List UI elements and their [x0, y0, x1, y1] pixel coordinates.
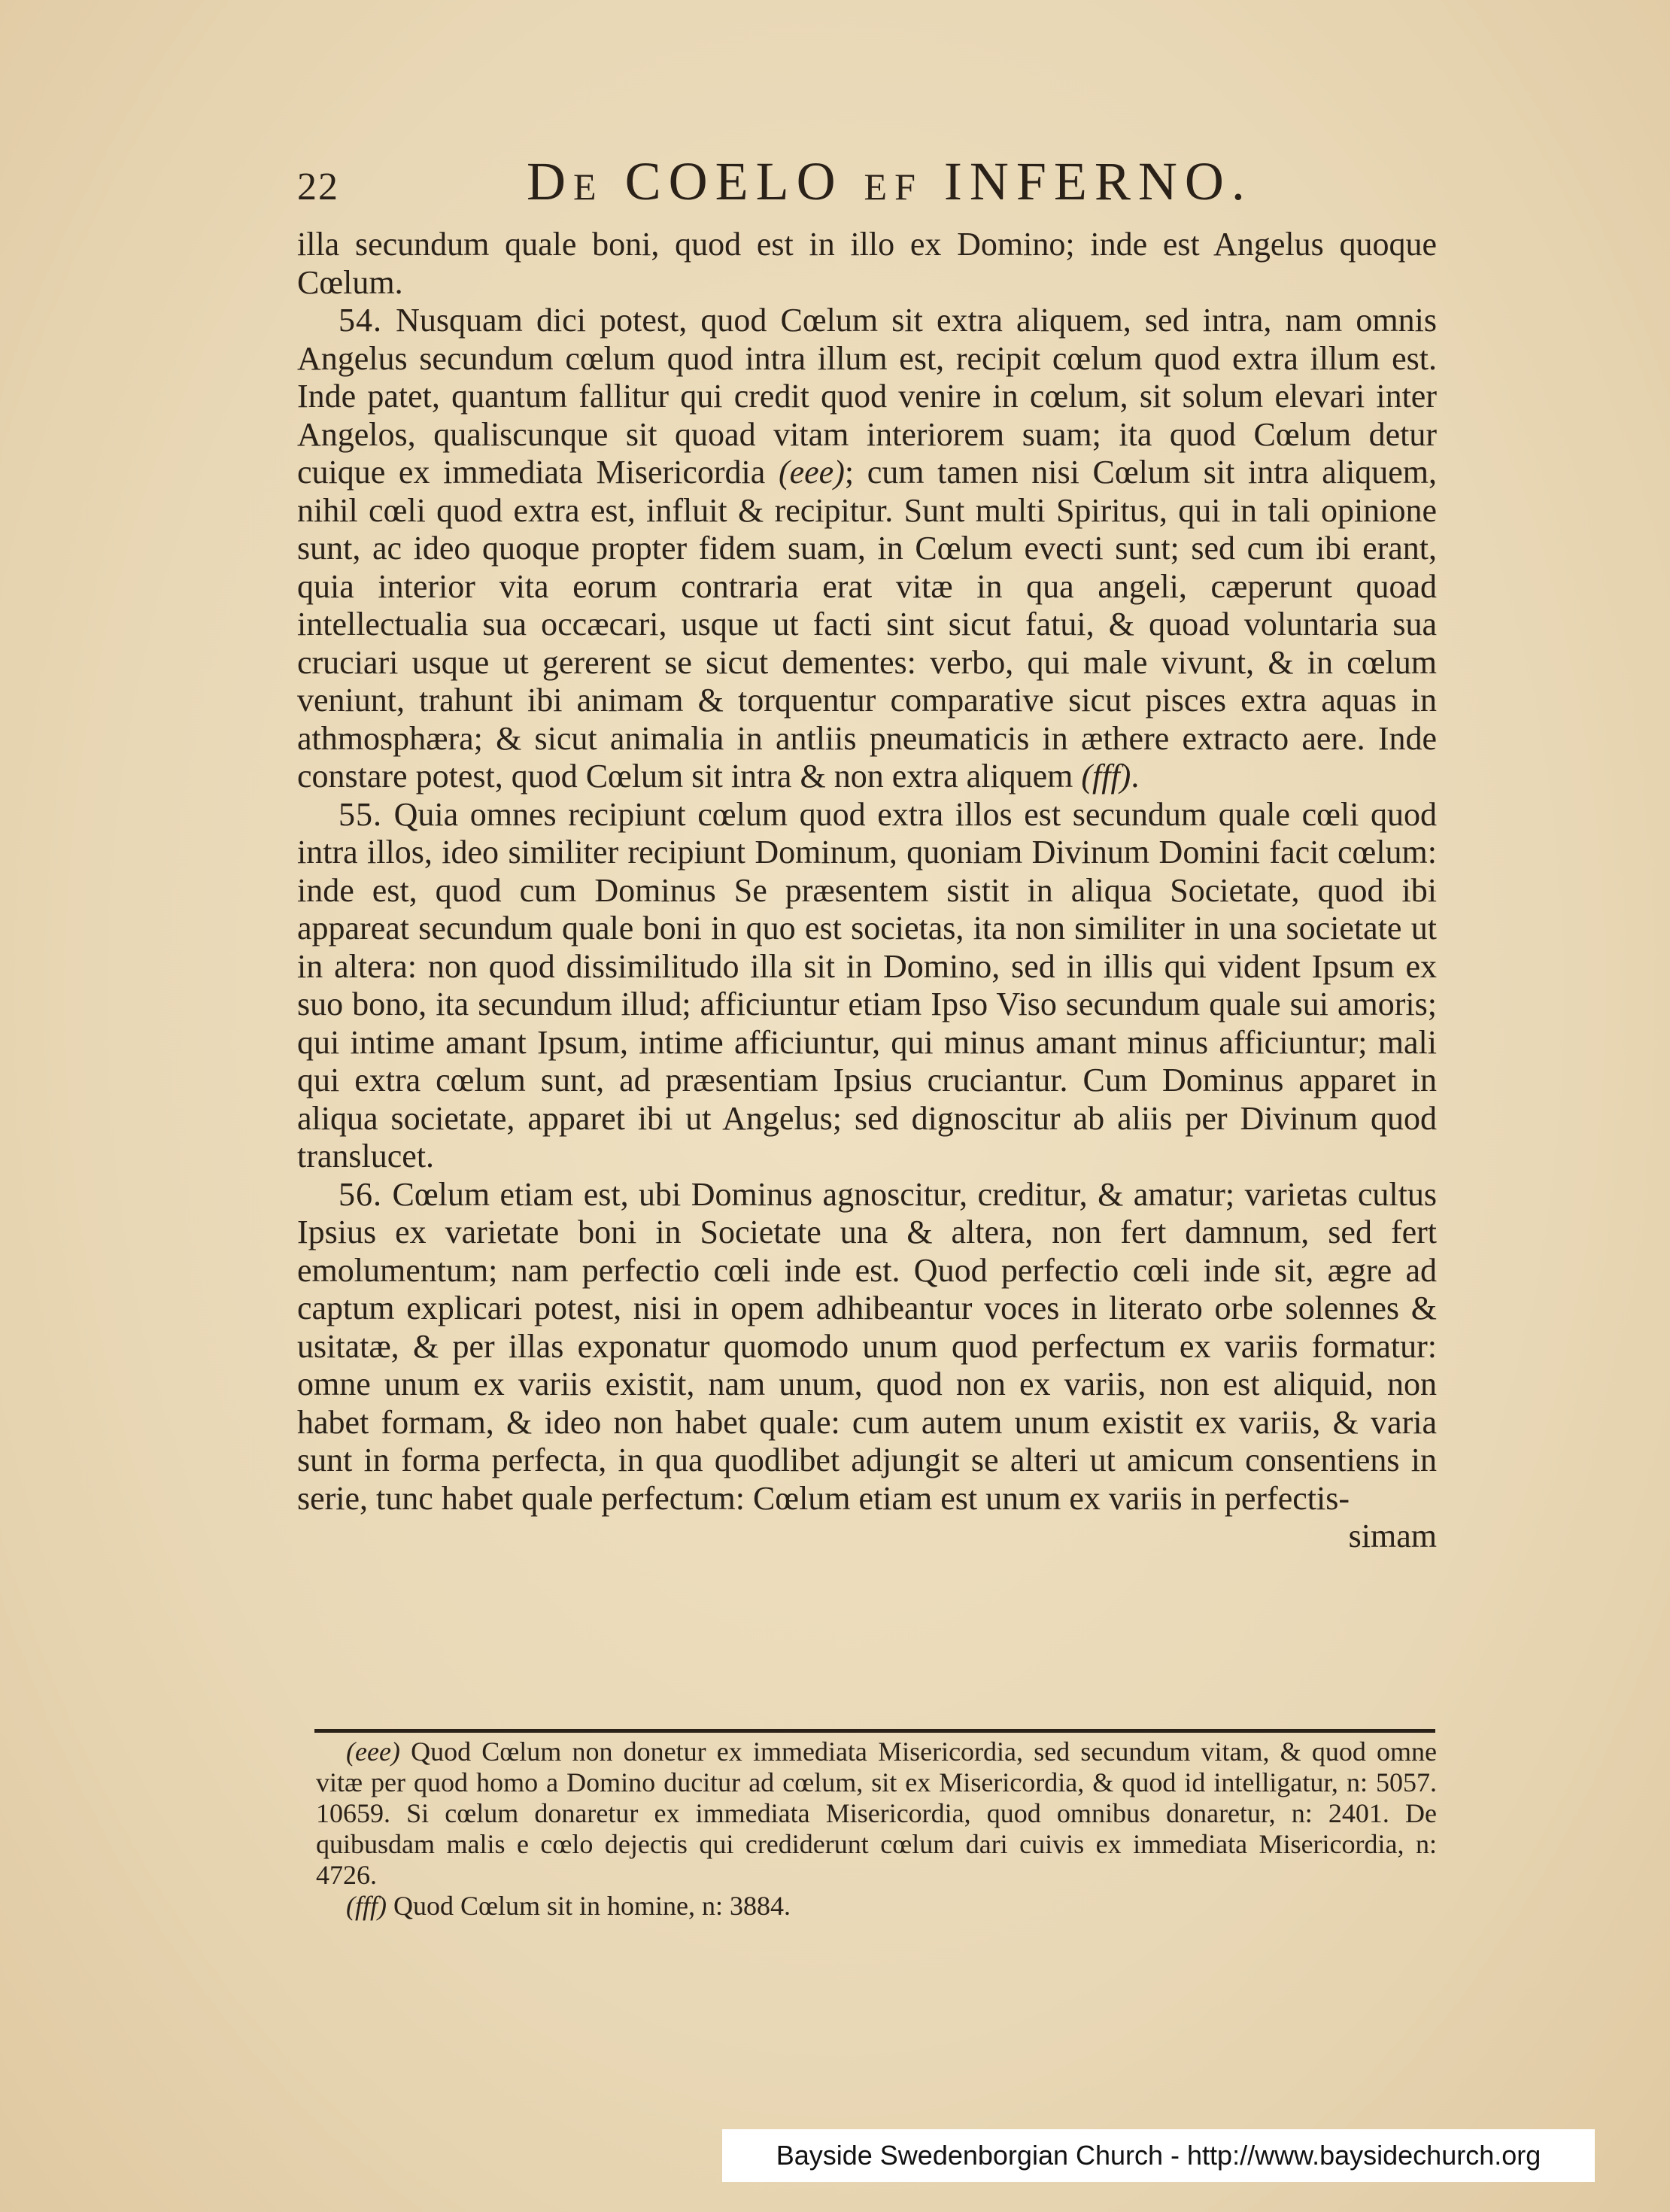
footnote-rule: [314, 1729, 1435, 1733]
footnote-reference: (eee): [778, 454, 845, 491]
running-head: [297, 150, 1437, 226]
paragraph-text: Cœlum etiam est, ubi Dominus agnoscitur, creditur, & amatur; varietas cultus Ipsius ex varietate boni in Societate una & altera, non fert damnum, sed fert emolumentum; nam perfectio cœli inde est. Quod perfectio cœli inde sit, ægre ad captum explicari potest, nisi in opem adhibeantur voces in literato orbe solennes & usitatæ, & per illas exponatur quomodo unum quod perfectum ex variis formatur: omne unum ex variis existit, nam unum, quod non ex variis, non est aliquid, non habet formam, & ideo non habet quale: cum autem unum existit ex variis, & varia sunt in forma perfecta, in qua quodlibet adjungit se alteri ut amicum consentiens in serie, tunc habet quale perfectum: Cœlum etiam est unum ex variis in perfectis-: [297, 1175, 1437, 1517]
paragraph-56: [297, 1176, 1437, 1518]
paragraph-54: [297, 302, 1437, 796]
paragraph-number: 54.: [339, 302, 382, 339]
footnote-fff: [316, 1891, 1437, 1922]
paragraph-number: 56.: [339, 1175, 382, 1213]
footnote-reference: (fff): [1081, 758, 1131, 795]
paragraph-text: .: [1131, 758, 1140, 795]
page-number: 22: [297, 166, 339, 208]
paragraph-text: ; cum tamen nisi Cœlum sit intra aliquem, nihil cœli quod extra est, influit & recipitur. Sunt multi Spiritus, qui in tali opinione sunt, ac ideo quoque propter fidem suam, in Cœlum evecti sunt; sed cum ibi erant, quia interior vita eorum contraria erat vitæ in qua angeli, cæperunt quoad intellectualia sua occæcari, usque ut facti sint sicut fatui, & quoad voluntaria sua cruciari usque ut gererent se sicut dementes: verbo, qui male vivunt, & in cœlum veniunt, trahunt ibi animam & torquentur comparative sicut pisces extra aquas in athmosphæra; & sicut animalia in antliis pneumaticis in æthere extracto aere. Inde constare potest, quod Cœlum sit intra & non extra aliquem: [297, 454, 1437, 795]
paragraph-text: Quia omnes recipiunt cœlum quod extra illos est secundum quale cœli quod intra illos, ideo similiter recipiunt Dominum, quoniam Divinum Domini facit cœlum: inde est, quod cum Dominus Se præsentem sistit in aliqua Societate, quod ibi appareat secundum quale boni in quo est societas, ita non similiter in una societate ut in altera: non quod dissimilitudo illa sit in Domino, sed in illis qui vident Ipsum ex suo bono, ita secundum illud; afficiuntur etiam Ipso Viso secundum quale sui amoris; qui intime amant Ipsum, intime afficiuntur, qui minus amant minus afficiuntur; mali qui extra cœlum sunt, ad præsentiam Ipsius cruciantur. Cum Dominus apparet in aliqua societate, apparet ibi ut Angelus; sed dignoscitur ab aliis per Divinum quod translucet.: [297, 795, 1437, 1174]
body-text: [297, 226, 1437, 1556]
running-title: De COELO ef INFERNO.: [527, 151, 1252, 211]
footnote-text: Quod Cœlum non donetur ex immediata Misericordia, sed secundum vitam, & quod omne vitæ per quod homo a Domino ducitur ad cœlum, sit ex Misericordia, & quod id intelligatur, n: 5057. 10659. Si cœlum donaretur ex immediata Misericordia, quod omnibus donaretur, n: 2401. De quibusdam malis e cœlo dejectis qui crediderunt cœlum dari cuivis ex immediata Misericordia, n: 4726.: [316, 1736, 1438, 1890]
watermark-caption: Bayside Swedenborgian Church - http://www.baysidechurch.org: [722, 2129, 1595, 2182]
paragraph-intro: illa secundum quale boni, quod est in illo ex Domino; inde est Angelus quoque Cœlum.: [297, 226, 1437, 301]
page-content: [297, 150, 1437, 1556]
footnote-eee: [316, 1736, 1437, 1891]
footnotes: [316, 1736, 1437, 1922]
footnote-text: Quod Cœlum sit in homine, n: 3884.: [393, 1891, 791, 1921]
catchword: simam: [1348, 1518, 1437, 1554]
footnote-mark: (fff): [346, 1891, 387, 1921]
paragraph-55: [297, 796, 1437, 1176]
paragraph-text: Nusquam dici potest, quod Cœlum sit extra aliquem, sed intra, nam omnis Angelus secundum cœlum quod intra illum est, recipit cœlum quod extra illum est. Inde patet, quantum fallitur qui credit quod venire in cœlum, sit solum elevari inter Angelos, qualiscunque sit quoad vitam interiorem suam; ita quod Cœlum detur cuique ex immediata Misericordia: [297, 302, 1438, 491]
footnote-mark: (eee): [346, 1736, 400, 1767]
paragraph-number: 55.: [339, 795, 382, 833]
